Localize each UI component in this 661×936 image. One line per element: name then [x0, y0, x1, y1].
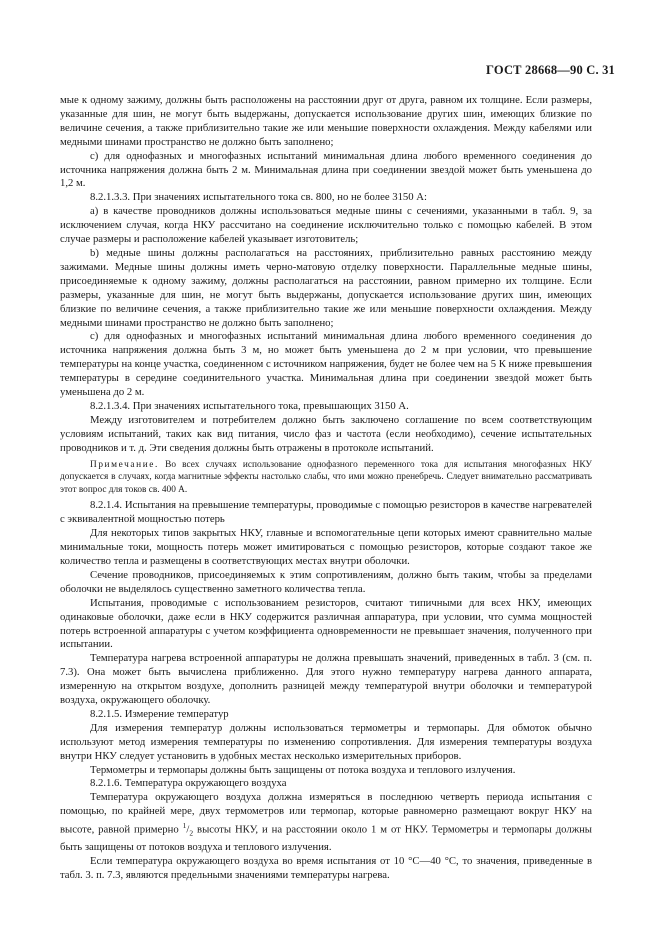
- paragraph: b) медные шины должны располагаться на расстояниях, приблизительно равных расстоянию между зажимами. Медные шины должны иметь черно-матовую отделку поверхности. Параллельные медные шины, присоединяемые к одному зажиму, должны располагаться на расстоянии, равном примерно их толщине. Если размеры, указанные для шин, не могут быть выдержаны, допускается использование других шин, имеющих близкие по величине сечения, а также приблизительно такие же или меньшие поверхности охлаждения. Между медными шинами пространство не должно быть заполнено;: [60, 246, 592, 329]
- paragraph: Если температура окружающего воздуха во время испытания от 10 °С—40 °С, то значения, приведенные в табл. 3. п. 7.3, являются предельными значениями температуры нагрева.: [60, 854, 592, 881]
- paragraph: с) для однофазных и многофазных испытаний минимальная длина любого временного соединения до источника напряжения должна быть 3 м, но может быть уменьшена до 2 м при условии, что превышение температуры на конце участка, соединенном с источником напряжения, будет не более чем на 5 К ниже превышения температуры в середине соединительного участка. Минимальная длина при соединении звездой может быть уменьшена до 2 м.: [60, 330, 592, 399]
- section-heading: 8.2.1.5. Измерение температур: [90, 707, 229, 720]
- paragraph-part: высоты НКУ, и на расстоянии около 1 м от НКУ. Термометры и термопары должны быть защищены от потоков воздуха и теплового излучения.: [60, 823, 592, 853]
- paragraph: Между изготовителем и потребителем должно быть заключено соглашение по всем соответствующим условиям испытаний, таких как вид питания, число фаз и частота (если необходимо), сечение испытательных проводников и т. д. Эти сведения должны быть отражены в протоколе испытаний.: [60, 413, 592, 454]
- paragraph: с) для однофазных и многофазных испытаний минимальная длина любого временного соединения до источника напряжения должна быть 2 м. Минимальная длина при соединении звездой может быть уменьшена до 1,2 м.: [60, 149, 592, 190]
- paragraph: Для некоторых типов закрытых НКУ, главные и вспомогательные цепи которых имеют сравнительно малые минимальные токи, мощность потерь может имитироваться с помощью резисторов, которые создают такое же количество тепла и размещены в соответствующих местах внутри оболочки.: [60, 527, 592, 567]
- paragraph: Для измерения температур должны использоваться термометры и термопары. Для обмоток обычно используют метод измерения температуры по изменению сопротивления. Для измерения температуры воздуха внутри НКУ следует установить в удобных местах несколько измерительных приборов.: [60, 721, 592, 762]
- note: [60, 459, 592, 497]
- page-header: ГОСТ 28668—90 С. 31: [486, 63, 615, 77]
- section-heading: 8.2.1.4. Испытания на превышение температуры, проводимые с помощью резисторов в качестве нагревателей с эквивалентной мощностью потерь: [60, 499, 592, 526]
- paragraph: Сечение проводников, присоединяемых к этим сопротивлениям, должно быть таким, чтобы за пределами оболочки не выделялось существенно заметного количества тепла.: [60, 568, 592, 595]
- section-heading: 8.2.1.6. Температура окружающего воздуха: [90, 777, 287, 790]
- paragraph: Температура окружающего воздуха должна измеряться в последнюю четверть периода испытания с помощью, по крайней мере, двух термометров или термопар, которые равномерно размещают вокруг НКУ на высоте, равной примерно $^1/_2$ высоты НКУ, и на расстоянии около 1 м от НКУ. Термометры и термопары должны быть защищены от потоков воздуха и теплового излучения.: [60, 791, 592, 853]
- fraction-denominator: 2: [189, 828, 194, 838]
- section-heading: 8.2.1.3.4. При значениях испытательного тока, превышающих 3150 А.: [90, 399, 409, 412]
- note-label: Примечание.: [90, 459, 159, 470]
- paragraph: Термометры и термопары должны быть защищены от потока воздуха и теплового излучения.: [90, 763, 516, 776]
- section-heading: 8.2.1.3.3. При значениях испытательного тока св. 800, но не более 3150 А:: [90, 191, 427, 204]
- paragraph: Испытания, проводимые с использованием резисторов, считают типичными для всех НКУ, имеющих одинаковые оболочки, даже если в НКУ содержится различная аппаратура, при условии, что сумма мощностей потерь встроенной аппаратуры с учетом коэффициента одновременности не превышает значения, полученного при испытании.: [60, 596, 592, 651]
- paragraph: Температура нагрева встроенной аппаратуры не должна превышать значений, приведенных в табл. 3 (см. п. 7.3). Она может быть вычислена приближенно. Для этого нужно температуру нагрева данного аппарата, измеренную на открытом воздухе, дополнить разницей между температурой внутри оболочки и температурой воздуха, окружающего оболочку.: [60, 652, 592, 707]
- paragraph-part: Температура окружающего воздуха должна измеряться в последнюю четверть периода испытания с помощью, по крайней мере, двух термометров или термопар, которые равномерно размещают вокруг НКУ на высоте, равной примерно: [60, 791, 592, 836]
- body-text: [60, 94, 592, 883]
- paragraph: а) в качестве проводников должны использоваться медные шины с сечениями, указанными в табл. 9, за исключением случая, когда НКУ рассчитано на соединение исключительно только с помощью кабелей. В этом случае размеры и расположение кабелей указывает изготовитель;: [60, 205, 592, 246]
- note-text: Во всех случаях использование однофазного переменного тока для испытания многофазных НКУ допускается в случаях, когда магнитные эффекты настолько слабы, что ими можно пренебречь. Следует внимательно рассматривать этот вопрос для токов св. 400 А.: [60, 459, 592, 495]
- fraction-numerator: 1: [182, 821, 187, 831]
- paragraph: мые к одному зажиму, должны быть расположены на расстоянии друг от друга, равном их толщине. Если размеры, указанные для шин, не могут быть выдержаны, допускается использование других шин, имеющих близкие по величине сечения, а также приблизительно такие же или меньшие поверхности охлаждения. Между кабелями или медными шинами пространство не должно быть заполнено;: [60, 94, 592, 148]
